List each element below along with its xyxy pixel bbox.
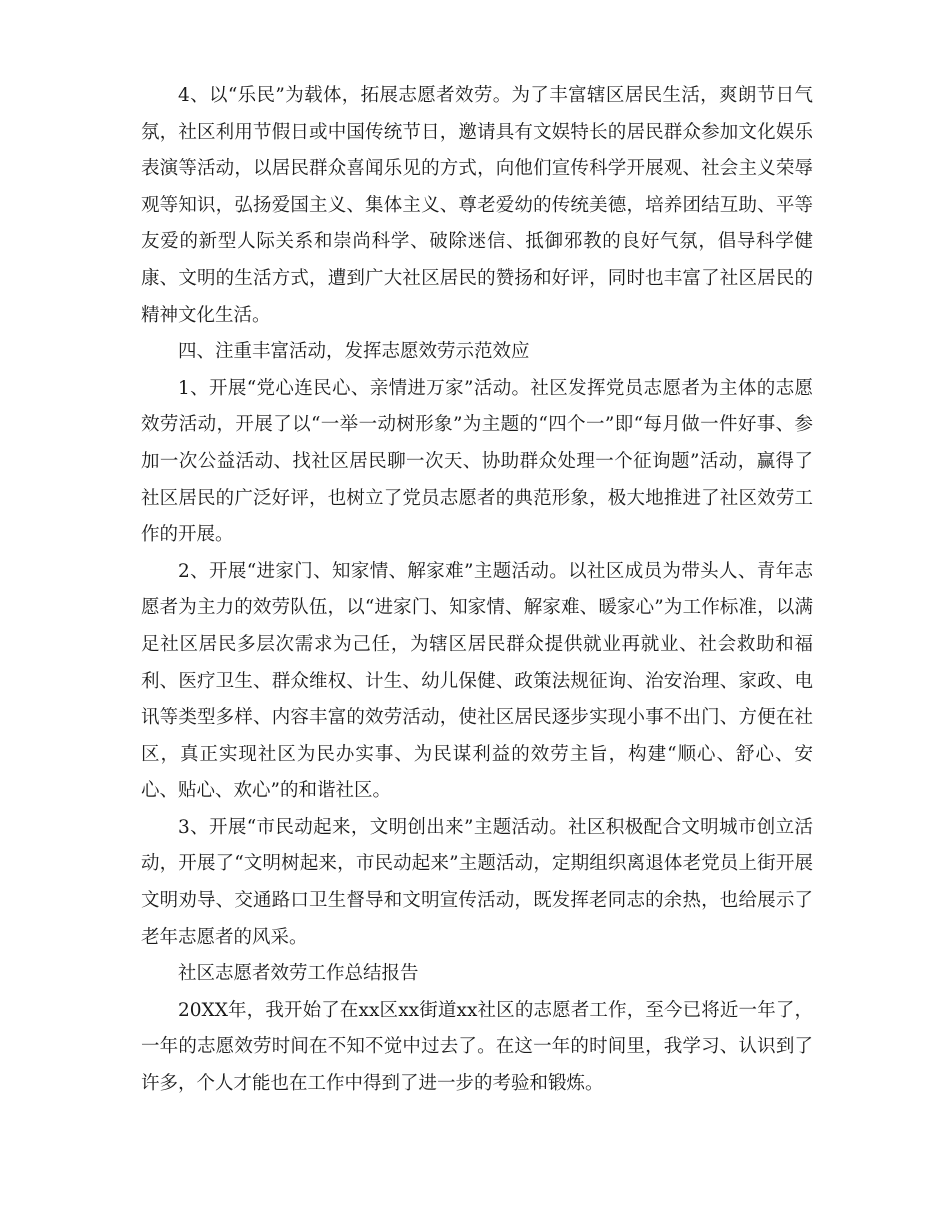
document-body xyxy=(141,78,813,1103)
paragraph-report-intro: 20XX年，我开始了在xx区xx街道xx社区的志愿者工作，至今已将近一年了，一年的志愿效劳时间在不知不觉中过去了。在这一年的时间里，我学习、认识到了许多，个人才能也在工作中得到了进一步的考验和锻炼。 xyxy=(141,999,813,1095)
paragraph-home-visits: 2、开展“进家门、知家情、解家难”主题活动。以社区成员为带头人、青年志愿者为主力的效劳队伍，以“进家门、知家情、解家难、暖家心”为工作标准，以满足社区居民多层次需求为己任，为辖区居民群众提供就业再就业、社会救助和福利、医疗卫生、群众维权、计生、幼儿保健、政策法规征询、治安治理、家政、电讯等类型多样、内容丰富的效劳活动，使社区居民逐步实现小事不出门、方便在社区，真正实现社区为民办实事、为民谋利益的效劳主旨，构建“顺心、舒心、安心、贴心、欢心”的和谐社区。 xyxy=(141,560,813,802)
paragraph-civic-action: 3、开展“市民动起来，文明创出来”主题活动。社区积极配合文明城市创立活动，开展了“文明树起来，市民动起来”主题活动，定期组织离退体老党员上街开展文明劝导、交通路口卫生督导和文明宣传活动，既发挥老同志的余热，也给展示了老年志愿者的风采。 xyxy=(141,816,813,948)
section-heading-four: 四、注重丰富活动，发挥志愿效劳示范效应 xyxy=(178,341,530,363)
report-title: 社区志愿者效劳工作总结报告 xyxy=(178,963,419,985)
paragraph-party-heart: 1、开展“党心连民心、亲情进万家”活动。社区发挥党员志愿者为主体的志愿效劳活动，开展了以“一举一动树形象”为主题的“四个一”即“每月做一件好事、参加一次公益活动、找社区居民聊一次天、协助群众处理一个征询题”活动，赢得了社区居民的广泛好评，也树立了党员志愿者的典范形象，极大地推进了社区效劳工作的开展。 xyxy=(141,377,813,546)
paragraph-le-min: 4、以“乐民”为载体，拓展志愿者效劳。为了丰富辖区居民生活，爽朗节日气氛，社区利用节假日或中国传统节日，邀请具有文娱特长的居民群众参加文化娱乐表演等活动，以居民群众喜闻乐见的方式，向他们宣传科学开展观、社会主义荣辱观等知识，弘扬爱国主义、集体主义、尊老爱幼的传统美德，培养团结互助、平等友爱的新型人际关系和崇尚科学、破除迷信、抵御邪教的良好气氛，倡导科学健康、文明的生活方式，遭到广大社区居民的赞扬和好评，同时也丰富了社区居民的精神文化生活。 xyxy=(141,85,813,326)
